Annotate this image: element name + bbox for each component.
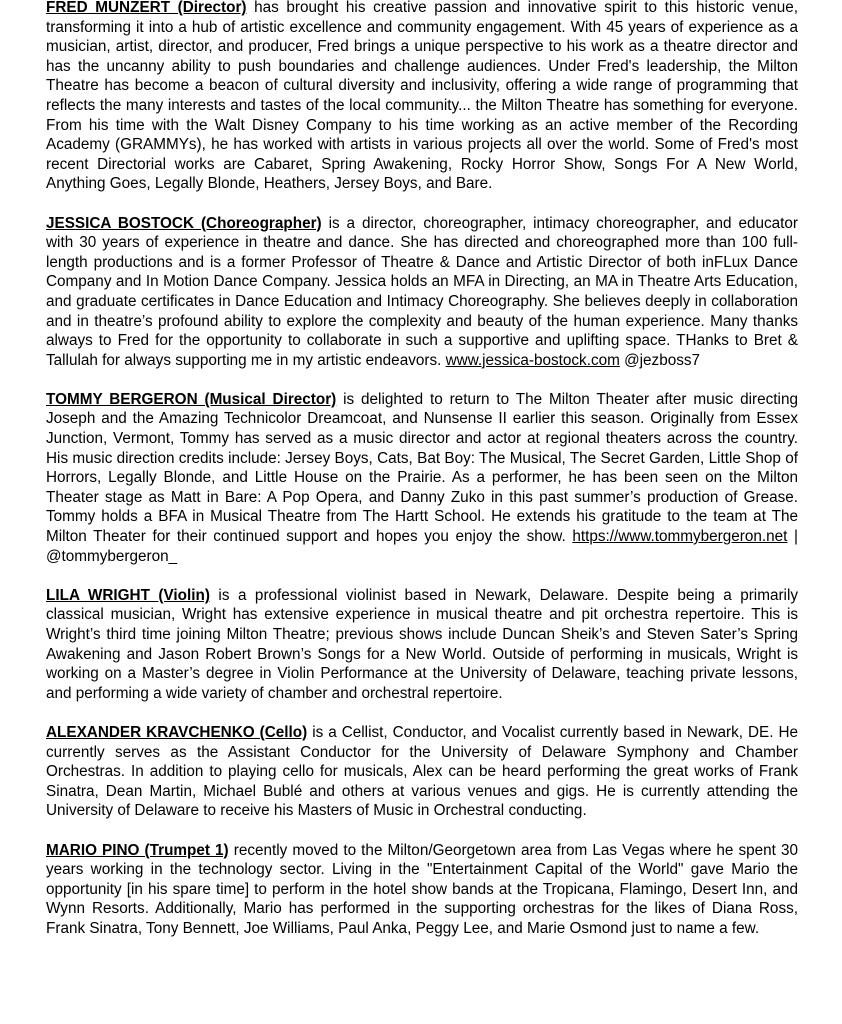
bio-mario-pino: [46, 841, 798, 939]
bio-text: recently moved to the Milton/Georgetown area from Las Vegas where he spent 30 years working in the technology sector. Living in the "Entertainment Capital of the World" gave Mario the opportunity [in his spare time] to perform in the hotel show bands at the Tropicana, Flamingo, Desert Inn, and Wynn Resorts. Additionally, Mario has performed in the supporting orchestras for the likes of Diana Ross, Frank Sinatra, Tony Bennett, Joe Williams, Paul Anka, Peggy Lee, and Marie Osmond just to name a few.: [46, 841, 799, 937]
social-handle: | @tommybergeron_: [46, 528, 799, 565]
bio-text: is a Cellist, Conductor, and Vocalist currently based in Newark, DE. He currently serves as the Assistant Conductor for the University of Delaware Symphony and Chamber Orchestras. In addition to playing cello for musicals, Alex can be heard performing the great works of Frank Sinatra, Dean Martin, Michael Bublé and others at various venues and gigs. He is currently attending the University of Delaware to receive his Masters of Music in Orchestral conducting.: [46, 723, 798, 820]
bio-name: MARIO PINO (Trumpet 1): [46, 841, 229, 859]
bio-name: FRED MUNZERT (Director): [46, 0, 247, 16]
bio-lila-wright: [46, 586, 798, 704]
bio-name: JESSICA BOSTOCK (Choreographer): [46, 214, 322, 232]
bio-name: ALEXANDER KRAVCHENKO (Cello): [46, 723, 308, 741]
bio-document: [46, 0, 798, 958]
bio-alexander-kravchenko: [46, 723, 798, 821]
bio-text: is delighted to return to The Milton Theater after music directing Joseph and the Amazing Technicolor Dreamcoat, and Nunsense II earlier this season. Originally from Essex Junction, Vermont, Tommy has served as a music director and actor at regional theaters across the country. His music direction credits include: Jersey Boys, Cats, Bat Boy: The Musical, The Secret Garden, Little Shop of Horrors, Legally Blonde, and Little House on the Prairie. As a performer, he has been seen on the Milton Theater stage as Matt in Bare: A Pop Opera, and Danny Zuko in this past summer’s production of Grease. Tommy holds a BFA in Musical Theatre from The Hartt School. He extends his gratitude to the team at The Milton Theater for their continued support and hopes you enjoy the show.: [46, 390, 798, 546]
bio-jessica-bostock: [46, 214, 798, 371]
bio-fred-munzert: [46, 0, 798, 194]
bio-name: TOMMY BERGERON (Musical Director): [46, 390, 337, 408]
website-link[interactable]: https://www.tommybergeron.net: [572, 528, 788, 546]
bio-tommy-bergeron: [46, 390, 798, 566]
bio-text: is a director, choreographer, intimacy choreographer, and educator with 30 years of experience in theatre and dance. She has directed and choreographed more than 100 full-length productions and is a former Professor of Theatre & Dance and Artistic Director of both inFLux Dance Company and In Motion Dance Company. Jessica holds an MFA in Directing, an MA in Theatre Arts Education, and graduate certificates in Dance Education and Intimacy Choreography. She believes deeply in collaboration and in theatre’s profound ability to explore the complexity and beauty of the human experience. Many thanks always to Fred for the opportunity to collaborate in such a supportive and uplifting space. THanks to Bret & Tallulah for always supporting me in my artistic endeavors.: [46, 214, 798, 369]
social-handle: @jezboss7: [619, 351, 701, 369]
bio-text: is a professional violinist based in Newark, Delaware. Despite being a primarily classical musician, Wright has extensive experience in musical theatre and pit orchestra repertoire. This is Wright’s third time joining Milton Theatre; previous shows include Duncan Sheik’s and Steven Sater’s Spring Awakening and Jason Robert Brown’s Songs for a New World. Outside of performing in musicals, Wright is working on a Master’s degree in Violin Performance at the University of Delaware, teaching private lessons, and performing a wide variety of chamber and orchestral repertoire.: [46, 586, 798, 702]
bio-text: has brought his creative passion and innovative spirit to this historic venue, transforming it into a hub of artistic excellence and community engagement. With 45 years of experience as a musician, artist, director, and producer, Fred brings a unique perspective to his work as a theatre director and has the uncanny ability to push boundaries and challenge audiences. Under Fred's leadership, the Milton Theatre has become a beacon of cultural diversity and inclusivity, offering a wide range of programming that reflects the many interests and tastes of the local community... the Milton Theatre has something for everyone. From his time with the Walt Disney Company to his time working as an active member of the Recording Academy (GRAMMYs), he has worked with artists in various projects all over the world. Some of Fred's most recent Directorial works are Cabaret, Spring Awakening, Rocky Horror Show, Songs For A New World, Anything Goes, Legally Blonde, Heathers, Jersey Boys, and Bare.: [46, 0, 799, 193]
website-link[interactable]: www.jessica-bostock.com: [445, 351, 620, 369]
bio-name: LILA WRIGHT (Violin): [46, 586, 210, 604]
